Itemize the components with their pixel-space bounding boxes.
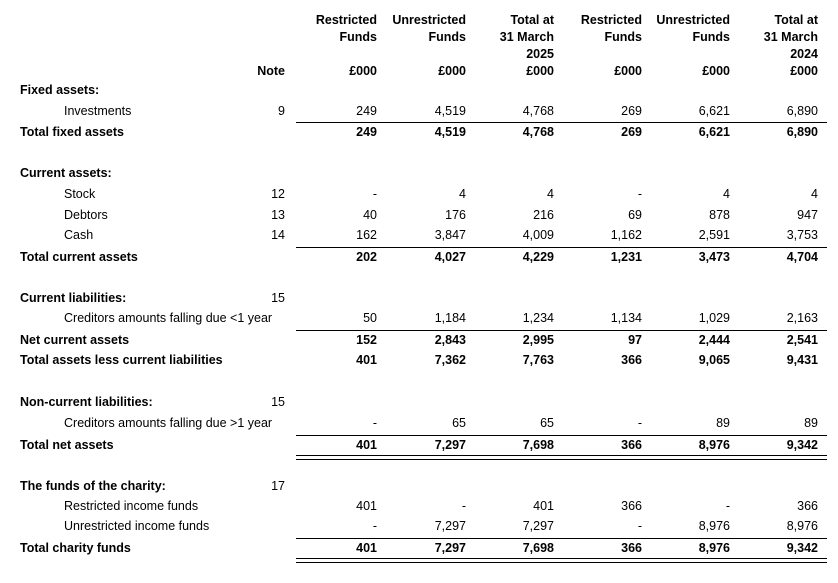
value-cell: 401	[356, 438, 377, 452]
column-header-restricted-2024	[552, 12, 642, 46]
value-cell: 162	[356, 228, 377, 242]
value-cell: 7,698	[522, 541, 554, 555]
unit-label: £000	[349, 64, 377, 78]
value-cell: -	[725, 499, 730, 513]
line-item	[0, 413, 838, 433]
column-header-line: 2025	[526, 47, 554, 61]
row-label: Total current assets	[20, 250, 138, 264]
column-header-line: Funds	[692, 30, 730, 44]
row-label: Total fixed assets	[20, 125, 124, 139]
column-header-line: 31 March	[499, 30, 554, 44]
row-label: Restricted income funds	[64, 499, 199, 513]
value-cell: 249	[356, 125, 377, 139]
value-cell: 7,698	[522, 438, 554, 452]
line-item	[0, 308, 838, 328]
row-label: Net current assets	[20, 333, 130, 347]
row-label: Total charity funds	[20, 541, 131, 555]
value-cell: 269	[621, 104, 642, 118]
section-heading	[0, 392, 838, 412]
unit-label: £000	[702, 64, 730, 78]
value-cell: 4	[723, 187, 730, 201]
value-cell: 176	[445, 208, 466, 222]
column-header-line: Funds	[604, 30, 642, 44]
section-heading	[0, 476, 838, 496]
unit-label: £000	[438, 64, 466, 78]
column-header-total-2025	[464, 12, 554, 63]
value-cell: 3,753	[786, 228, 818, 242]
column-header-line: Total at	[510, 13, 554, 27]
row-label: The funds of the charity:	[20, 479, 166, 493]
value-cell: 366	[621, 438, 642, 452]
units-row	[0, 61, 838, 81]
value-cell: 7,362	[434, 353, 466, 367]
value-cell: 401	[356, 541, 377, 555]
column-header-line: Unrestricted	[656, 13, 730, 27]
value-cell: 9,342	[786, 541, 818, 555]
value-cell: 1,234	[522, 311, 554, 325]
value-cell: 269	[621, 125, 642, 139]
total-row	[0, 538, 838, 558]
column-header-unrestricted-2025	[376, 12, 466, 46]
row-label: Unrestricted income funds	[64, 519, 210, 533]
row-label: Investments	[64, 104, 132, 118]
note-ref: 12	[271, 187, 285, 201]
note-ref: 14	[271, 228, 285, 242]
value-cell: 6,621	[698, 125, 730, 139]
section-heading	[0, 80, 838, 100]
row-label: Debtors	[64, 208, 108, 222]
value-cell: 366	[621, 499, 642, 513]
subtotal-rule	[296, 330, 827, 331]
line-item	[0, 225, 838, 245]
row-label: Total assets less current liabilities	[20, 353, 223, 367]
line-item	[0, 205, 838, 225]
total-row	[0, 122, 838, 142]
value-cell: 4,519	[434, 104, 466, 118]
value-cell: 9,065	[698, 353, 730, 367]
value-cell: 9,431	[786, 353, 818, 367]
value-cell: 3,847	[434, 228, 466, 242]
value-cell: 97	[628, 333, 642, 347]
value-cell: 4,768	[522, 125, 554, 139]
value-cell: 65	[452, 416, 466, 430]
note-header: Note	[257, 64, 285, 78]
value-cell: 7,297	[434, 519, 466, 533]
column-header-line: Funds	[339, 30, 377, 44]
total-row	[0, 330, 838, 350]
value-cell: 8,976	[698, 541, 730, 555]
value-cell: -	[372, 187, 377, 201]
value-cell: 1,231	[610, 250, 642, 264]
value-cell: 89	[804, 416, 818, 430]
section-heading	[0, 288, 838, 308]
column-header-unrestricted-2024	[640, 12, 730, 46]
column-header-line: Restricted	[580, 13, 642, 27]
value-cell: 878	[709, 208, 730, 222]
total-row	[0, 435, 838, 455]
value-cell: 401	[356, 499, 377, 513]
value-cell: 401	[533, 499, 554, 513]
value-cell: 40	[363, 208, 377, 222]
value-cell: 69	[628, 208, 642, 222]
value-cell: 2,591	[698, 228, 730, 242]
column-header-line: Restricted	[315, 13, 377, 27]
double-rule	[296, 558, 827, 563]
value-cell: 2,444	[698, 333, 730, 347]
value-cell: 2,163	[786, 311, 818, 325]
value-cell: 1,162	[610, 228, 642, 242]
value-cell: 2,995	[522, 333, 554, 347]
value-cell: 8,976	[698, 438, 730, 452]
value-cell: 8,976	[786, 519, 818, 533]
value-cell: 1,029	[698, 311, 730, 325]
value-cell: 89	[716, 416, 730, 430]
column-header-restricted-2025	[287, 12, 377, 46]
value-cell: 4	[459, 187, 466, 201]
row-label: Creditors amounts falling due <1 year	[64, 311, 273, 325]
unit-label: £000	[526, 64, 554, 78]
section-heading	[0, 163, 838, 183]
row-label: Non-current liabilities:	[20, 395, 153, 409]
value-cell: 4,768	[522, 104, 554, 118]
column-header-line: 2024	[790, 47, 818, 61]
row-label: Total net assets	[20, 438, 114, 452]
value-cell: 202	[356, 250, 377, 264]
value-cell: 8,976	[698, 519, 730, 533]
value-cell: 6,621	[698, 104, 730, 118]
column-header-line: Funds	[428, 30, 466, 44]
value-cell: 6,890	[786, 125, 818, 139]
unit-label: £000	[790, 64, 818, 78]
value-cell: 9,342	[786, 438, 818, 452]
value-cell: 366	[797, 499, 818, 513]
value-cell: 4	[547, 187, 554, 201]
value-cell: 152	[356, 333, 377, 347]
total-row	[0, 247, 838, 267]
subtotal-rule	[296, 122, 827, 123]
value-cell: 366	[621, 353, 642, 367]
value-cell: -	[637, 187, 642, 201]
double-rule	[296, 455, 827, 460]
line-item	[0, 516, 838, 536]
subtotal-rule	[296, 435, 827, 436]
total-row	[0, 350, 838, 370]
value-cell: 1,184	[434, 311, 466, 325]
value-cell: 6,890	[786, 104, 818, 118]
note-ref: 17	[271, 479, 285, 493]
line-item	[0, 496, 838, 516]
line-item	[0, 101, 838, 121]
note-ref: 15	[271, 395, 285, 409]
line-item	[0, 184, 838, 204]
value-cell: 216	[533, 208, 554, 222]
value-cell: 4,519	[434, 125, 466, 139]
value-cell: 3,473	[698, 250, 730, 264]
column-header-line: 31 March	[763, 30, 818, 44]
value-cell: 50	[363, 311, 377, 325]
row-label: Stock	[64, 187, 96, 201]
value-cell: -	[461, 499, 466, 513]
value-cell: -	[637, 416, 642, 430]
value-cell: 249	[356, 104, 377, 118]
value-cell: 7,297	[434, 541, 466, 555]
value-cell: 65	[540, 416, 554, 430]
value-cell: 4	[811, 187, 818, 201]
value-cell: 2,843	[434, 333, 466, 347]
value-cell: 4,229	[522, 250, 554, 264]
value-cell: 7,297	[522, 519, 554, 533]
subtotal-rule	[296, 538, 827, 539]
column-header-line: Total at	[774, 13, 818, 27]
value-cell: -	[372, 416, 377, 430]
value-cell: 7,763	[522, 353, 554, 367]
row-label: Current liabilities:	[20, 291, 127, 305]
value-cell: 401	[356, 353, 377, 367]
unit-label: £000	[614, 64, 642, 78]
column-header-line: Unrestricted	[392, 13, 466, 27]
value-cell: -	[637, 519, 642, 533]
value-cell: -	[372, 519, 377, 533]
column-header-total-2024	[728, 12, 818, 63]
row-label: Fixed assets:	[20, 83, 100, 97]
row-label: Current assets:	[20, 166, 112, 180]
value-cell: 4,704	[786, 250, 818, 264]
subtotal-rule	[296, 247, 827, 248]
note-ref: 15	[271, 291, 285, 305]
value-cell: 2,541	[786, 333, 818, 347]
row-label: Cash	[64, 228, 94, 242]
note-ref: 9	[278, 104, 285, 118]
note-ref: 13	[271, 208, 285, 222]
value-cell: 947	[797, 208, 818, 222]
value-cell: 4,027	[434, 250, 466, 264]
value-cell: 1,134	[610, 311, 642, 325]
value-cell: 7,297	[434, 438, 466, 452]
row-label: Creditors amounts falling due >1 year	[64, 416, 273, 430]
value-cell: 366	[621, 541, 642, 555]
value-cell: 4,009	[522, 228, 554, 242]
